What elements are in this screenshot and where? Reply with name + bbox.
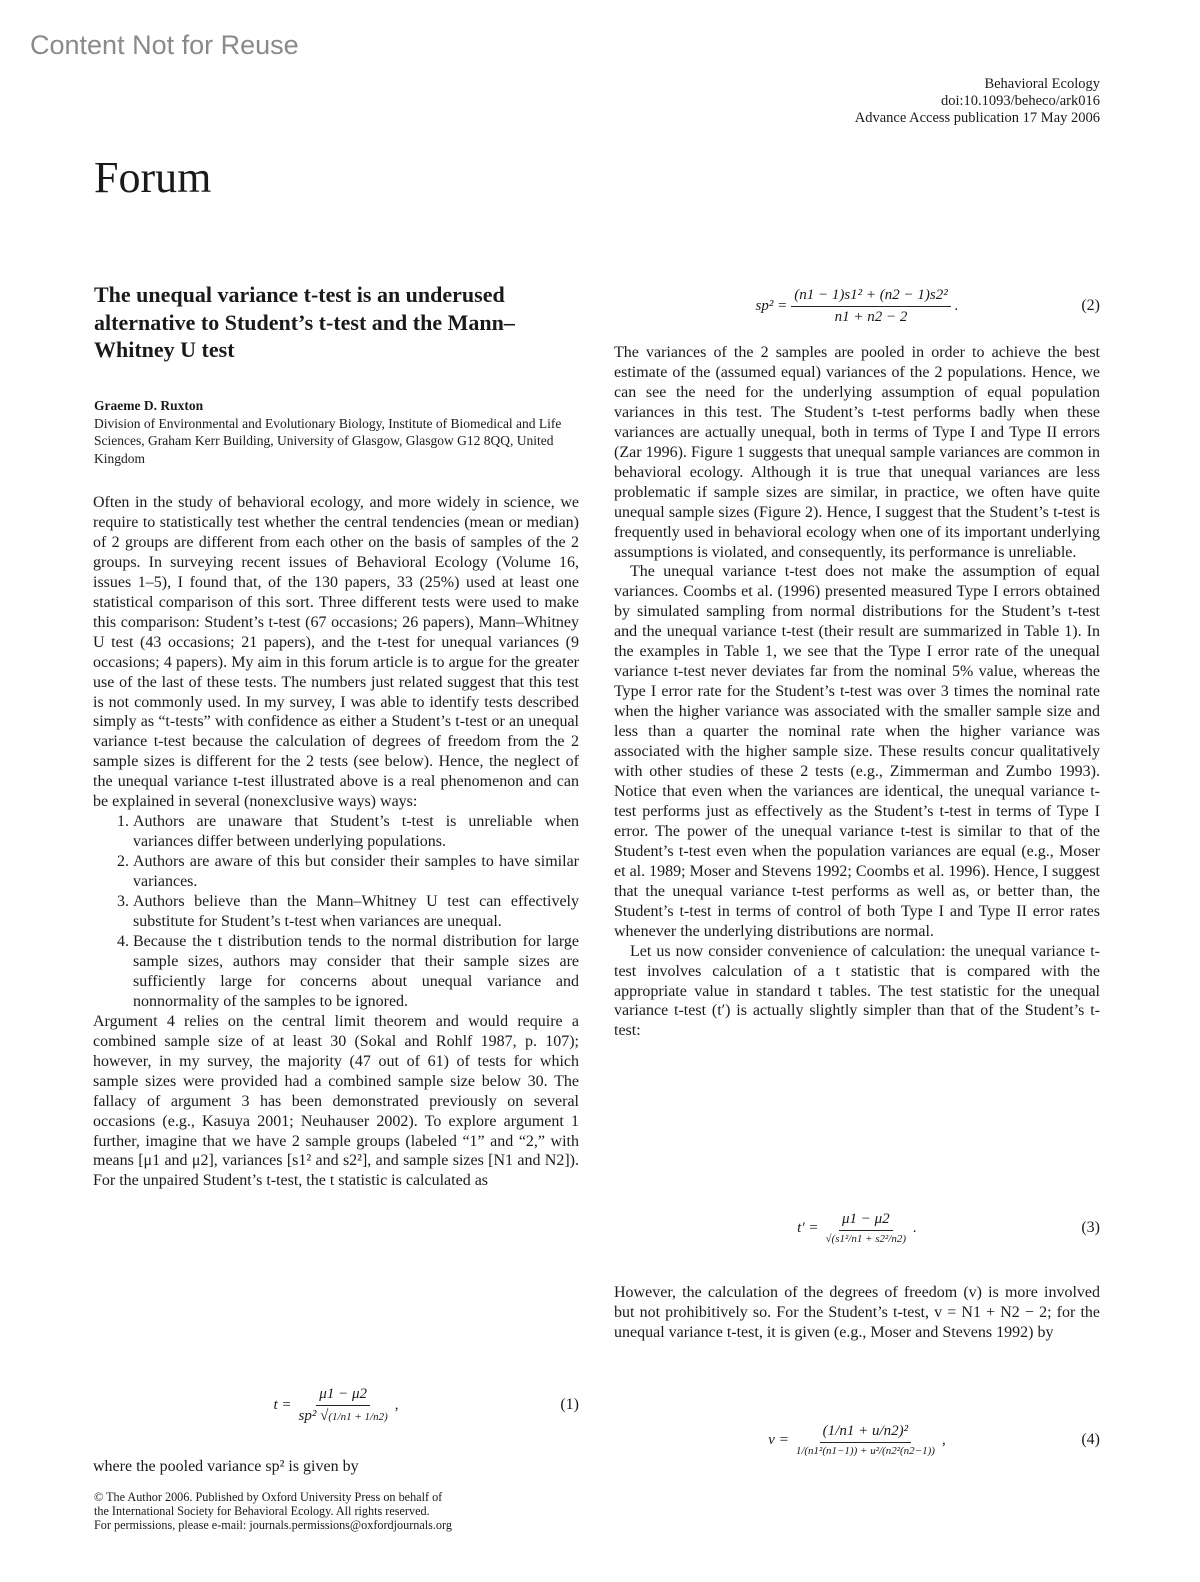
author-block (94, 397, 574, 467)
equation-number: (1) (560, 1396, 579, 1413)
author-affiliation: Division of Environmental and Evolutionary Biology, Institute of Biomedical and Life Sciences, Graham Kerr Building, University of Glasgow, Glasgow G12 8QQ, United Kingdom (94, 415, 562, 466)
left-column (93, 493, 579, 1191)
right-column-text (614, 343, 1100, 1041)
equation-denominator: sp² √(1/n1 + 1/n2) (298, 1407, 388, 1424)
journal-doi: doi:10.1093/beheco/ark016 (940, 93, 1100, 109)
denominator-term: u²/(n2²(n2−1)) (870, 1445, 935, 1457)
paragraph: Let us now consider convenience of calculation: the unequal variance t-test involves calculation of a t statistic that is compared with the appropriate value in standard t tables. The test statistic for the unequal variance t-test (t′) is actually slightly simpler than that of the Student’s t-test: (614, 942, 1100, 1040)
equation-lhs: v = (768, 1431, 789, 1448)
equation-denominator: 1/(n1²(n1−1)) + u²/(n2²(n2−1)) (795, 1445, 935, 1457)
equation-lhs: sp² = (755, 297, 788, 314)
equation-numerator: μ1 − μ2 (839, 1211, 893, 1231)
equation-lhs: t = (273, 1396, 292, 1413)
paragraph: The variances of the 2 samples are pooled in order to achieve the best estimate of the (assumed equal) variances of the 2 populations. Hence, we can see the need for the underlying assumption of equal population variances in this test. The Student’s t-test performs badly when these variances are actually unequal, both in terms of Type I and Type II errors (Zar 1996). Figure 1 suggests that unequal sample variances are common in behavioral ecology. Although it is true that unequal variances are less problematic if sample sizes are similar, in practice, we often have quite unequal sample sizes (Figure 2). Hence, I suggest that the Student’s t-test is frequently used in behavioral ecology when one of its important underlying assumptions is violated, and consequently, its performance is unreliable. (614, 344, 1100, 561)
pooled-variance: sp² (298, 1407, 317, 1424)
equation-numerator: (1/n1 + u/n2)² (820, 1423, 911, 1443)
copyright-line: the International Society for Behavioral Ecology. All rights reserved. (94, 1504, 430, 1518)
paragraph: The unequal variance t-test does not make the assumption of equal variances. Coombs et al. (1996) presented measured Type I errors obtained by simulated sampling from normal distributions for the Student’s t-test and the unequal variance t-test (their result are summarized in Table 1). In the examples in Table 1, we see that the Type I error rate of the unequal variance t-test never deviates far from the nominal 5% value, whereas the Type I error rate for the Student’s t-test was over 3 times the nominal rate when the higher variance was associated with the smaller sample size and less than a quarter the nominal rate when the higher variance was associated with the higher sample size. These results concur qualitatively with other studies of these 2 tests (e.g., Zimmerman and Zumbo 1993). Notice that even when the variances are identical, the unequal variance t-test performs just as effectively as the Student’s t-test in terms of Type I error. The power of the unequal variance t-test is similar to that of the Student’s t-test even when the population variances are equal (e.g., Moser et al. 1989; Moser and Stevens 1992; Coombs et al. 1996). Hence, I suggest that the unequal variance t-test performs as well as, or better than, the Student’s t-test in terms of control of both Type I and Type II error rates whenever the underlying distributions are normal. (614, 563, 1100, 940)
equation-1: t = $\frac{\mu 1 - \mu 2}{\text{sp² √(1/n1 + 1/n2)}}$ , (1) (273, 1385, 579, 1424)
equation-numerator: μ1 − μ2 (316, 1386, 370, 1406)
author-name: Graeme D. Ruxton (94, 398, 204, 413)
list-item: 1. Authors are unaware that Student’s t-test is unreliable when variances differ between underlying populations. (133, 812, 579, 852)
equation-fraction (296, 1386, 391, 1425)
denominator-term: 1/(n1²(n1−1)) (795, 1445, 858, 1457)
equation-fraction (791, 287, 951, 326)
journal-name: Behavioral Ecology (984, 76, 1100, 92)
reasons-list (93, 812, 579, 1012)
equation-denominator: n1 + n2 − 2 (834, 308, 908, 325)
journal-info (855, 76, 1100, 127)
watermark: Content Not for Reuse (30, 30, 299, 60)
equation-fraction (793, 1423, 938, 1457)
paragraph: Often in the study of behavioral ecology, and more widely in science, we require to statistically test whether the central tendencies (mean or median) of 2 groups are different from each other on the basis of samples of the 2 groups. In surveying recent issues of Behavioral Ecology (Volume 16, issues 1–5), I found that, of the 130 papers, 33 (25%) used at least one statistical comparison of this sort. Three different tests were used to make this comparison: Student’s t-test (67 occasions; 26 papers), Mann–Whitney U test (43 occasions; 21 papers), and the t-test for unequal variances (9 occasions; 4 papers). My aim in this forum article is to argue for the greater use of the last of these tests. The numbers just related suggest that this test is not commonly used. In my survey, I was able to identify tests described simply as “t-tests” with confidence as either a Student’s t-test or an unequal variance t-test because the calculation of degrees of freedom from the 2 sample sizes is different for the 2 tests (see below). Hence, the neglect of the unequal variance t-test illustrated above is a real phenomenon and can be explained in several (nonexclusive ways) ways: (93, 494, 579, 811)
section-heading: Forum (94, 153, 212, 202)
equation-denominator: √(s1²/n1 + s2²/n2) (825, 1233, 907, 1245)
equation-number: (2) (1081, 297, 1100, 314)
copyright-notice (94, 1490, 584, 1532)
equation-2: sp² = $\frac{\text{(n1 − 1)s1² + (n2 − 1)s2²}}{n1 + n2 - 2}$ . (2) (755, 286, 1100, 325)
list-item: 2. Authors are aware of this but consider their samples to have similar variances. (133, 852, 579, 892)
article-title: The unequal variance t-test is an underused alternative to Student’s t-test and the Mann–Whitney U test (94, 282, 515, 362)
equation-fraction (823, 1211, 910, 1245)
publication-date: Advance Access publication 17 May 2006 (854, 110, 1100, 126)
paragraph: Argument 4 relies on the central limit theorem and would require a combined sample size of at least 30 (Sokal and Rohlf 1987, p. 107); however, in my survey, the majority (47 out of 61) of tests for which sample sizes were provided had a combined sample size below 30. The fallacy of argument 3 has been demonstrated previously on several occasions (e.g., Kasuya 2001; Neuhauser 2002). To explore argument 1 further, imagine that we have 2 sample groups (labeled “1” and “2,” with means [μ1 and μ2], variances [s1² and s2²], and sample sizes [N1 and N2]). For the unpaired Student’s t-test, the t statistic is calculated as (93, 1012, 579, 1190)
equation-number: (3) (1081, 1219, 1100, 1236)
paragraph: where the pooled variance sp² is given by (93, 1458, 359, 1475)
list-item: 3. Authors believe than the Mann–Whitney U test can effectively substitute for Student’s t-test when variances are unequal. (133, 892, 579, 932)
equation-numerator: (n1 − 1)s1² + (n2 − 1)s2² (791, 287, 951, 307)
equation-4: v = $\frac{\text{(1/n1 + u/n2)²}}{\text{1/(n1²(n1−1)) + u²/(n2²(n2−1))}}$ , (4) (768, 1423, 1100, 1457)
sample-size-term: (1/n1 + 1/n2) (328, 1410, 388, 1423)
equation-lhs: t′ = (797, 1219, 819, 1236)
paragraph: However, the calculation of the degrees of freedom (v) is more involved but not prohibitively so. For the Student’s t-test, v = N1 + N2 − 2; for the unequal variance t-test, it is given (e.g., Moser and Stevens 1992) by (614, 1284, 1100, 1341)
equation-3: t′ = $\frac{\mu 1 - \mu 2}{\text{√(s1²/n1 + s2²/n2)}}$ . (3) (797, 1211, 1100, 1245)
copyright-line: For permissions, please e-mail: journals.permissions@oxfordjournals.org (94, 1518, 452, 1532)
list-item: 4. Because the t distribution tends to the normal distribution for large sample sizes, authors may consider that their sample sizes are sufficiently large for concerns about unequal variance and nonnormality of the samples to be ignored. (133, 932, 579, 1012)
equation-number: (4) (1081, 1431, 1100, 1448)
copyright-line: © The Author 2006. Published by Oxford University Press on behalf of (94, 1490, 443, 1504)
